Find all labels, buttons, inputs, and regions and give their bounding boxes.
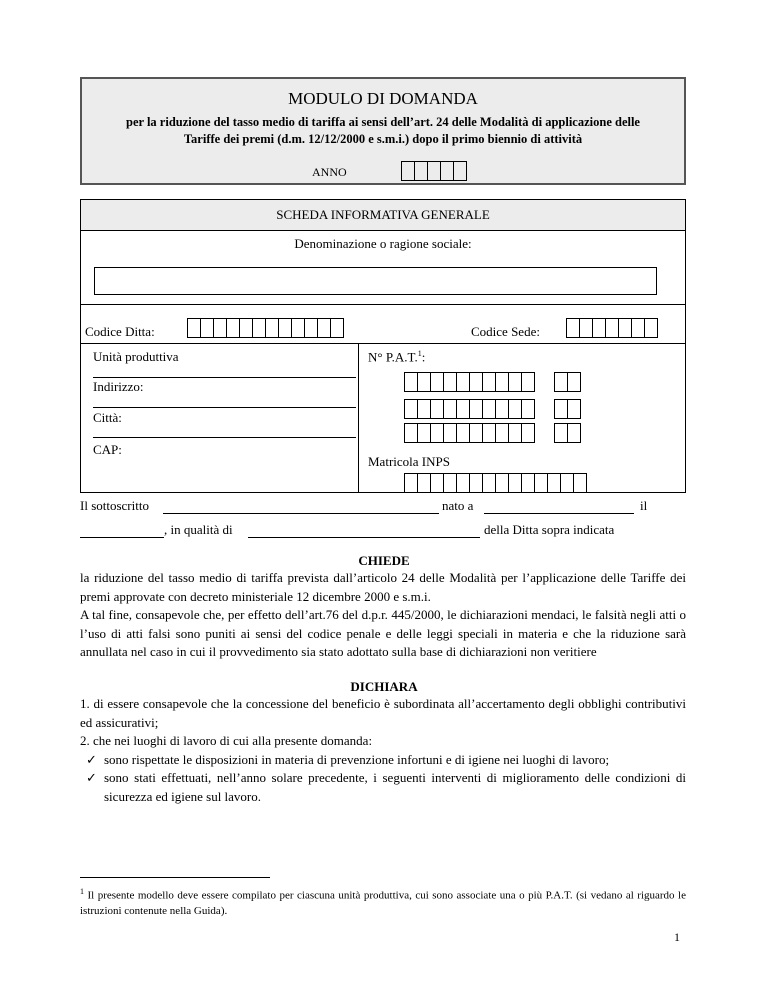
denominazione-label: Denominazione o ragione sociale: (294, 236, 472, 251)
pat-label: N° P.A.T.$^1$: (368, 349, 426, 365)
check-icon: ✓ (86, 751, 97, 767)
indirizzo-input[interactable] (93, 407, 356, 408)
codice-sede-input[interactable] (566, 318, 658, 338)
subtitle-line-1: per la riduzione del tasso medio di tariffa ai sensi dell’art. 24 delle Modalità di applicazione delle (126, 115, 640, 129)
anno-input[interactable] (401, 161, 467, 181)
matricola-label: Matricola INPS (368, 454, 450, 469)
date-input[interactable] (80, 537, 164, 538)
pat-input-2[interactable] (404, 399, 535, 419)
form-title: MODULO DI DOMANDA (288, 89, 478, 108)
footnote-text: Il presente modello deve essere compilato per ciascuna unità produttiva, cui sono associate una o più P.A.T. (si vedano al riguardo le istruzioni contenute nella Guida). (80, 889, 686, 917)
divider (81, 304, 685, 305)
check-icon: ✓ (86, 770, 97, 785)
nato-a-input[interactable] (484, 513, 634, 514)
scheda-informativa (80, 199, 686, 493)
il-label: il (640, 498, 648, 513)
sottoscritto-input[interactable] (163, 513, 439, 514)
ditta-label: della Ditta sopra indicata (484, 522, 615, 537)
denominazione-input[interactable] (94, 267, 657, 295)
footnote-rule (80, 877, 270, 878)
pat-input-3[interactable] (404, 423, 535, 443)
page-number: 1 (674, 930, 680, 944)
dichiara-bullet-1: ✓ sono rispettate le disposizioni in materia di prevenzione infortuni e di igiene nei luoghi di lavoro; (80, 751, 686, 770)
dichiara-bullet-2: ✓ sono stati effettuati, nell’anno solare precedente, i seguenti interventi di miglioramento delle condizioni di sicurezza ed igiene sul lavoro. (80, 769, 686, 806)
pat-check-1[interactable] (554, 372, 581, 392)
anno-label: ANNO (312, 165, 347, 179)
pat-input-1[interactable] (404, 372, 535, 392)
unita-input[interactable] (93, 377, 356, 378)
footnote (80, 884, 686, 919)
chiede-heading: CHIEDE (358, 553, 410, 568)
chiede-paragraph-1: la riduzione del tasso medio di tariffa prevista dall’articolo 24 delle Modalità per l’applicazione delle Tariffe dei premi approvate con decreto ministeriale 12 dicembre 2000 e s.m.i. (80, 570, 686, 604)
codice-ditta-label: Codice Ditta: (85, 324, 155, 339)
codice-ditta-input[interactable] (187, 318, 344, 338)
indirizzo-label: Indirizzo: (93, 379, 144, 394)
divider (81, 343, 685, 344)
codice-sede-label: Codice Sede: (471, 324, 540, 339)
footnote-number: 1 (80, 887, 84, 896)
dichiara-item-2: 2. che nei luoghi di lavoro di cui alla presente domanda: (80, 733, 373, 748)
citta-input[interactable] (93, 437, 356, 438)
unita-label: Unità produttiva (93, 349, 179, 364)
column-divider (358, 343, 359, 493)
chiede-body (80, 569, 686, 662)
pat-check-3[interactable] (554, 423, 581, 443)
matricola-input[interactable] (404, 473, 587, 493)
nato-a-label: nato a (442, 498, 474, 513)
pat-check-2[interactable] (554, 399, 581, 419)
subtitle-line-2: Tariffe dei premi (d.m. 12/12/2000 e s.m.i.) dopo il primo biennio di attività (183, 132, 583, 146)
dichiara-body (80, 695, 686, 806)
sottoscritto-label: Il sottoscritto (80, 498, 149, 513)
qualita-input[interactable] (248, 537, 480, 538)
cap-label: CAP: (93, 442, 122, 457)
dichiara-heading: DICHIARA (350, 679, 418, 694)
qualita-label: , in qualità di (164, 522, 233, 537)
dichiara-item-1: 1. di essere consapevole che la concessione del beneficio è subordinata all’accertamento degli obblighi contributivi ed assicurativi; (80, 696, 686, 730)
scheda-title: SCHEDA INFORMATIVA GENERALE (81, 200, 685, 231)
citta-label: Città: (93, 410, 122, 425)
form-subtitle (82, 114, 684, 148)
chiede-paragraph-2: A tal fine, consapevole che, per effetto dell’art.76 del d.p.r. 445/2000, le dichiarazioni mendaci, le falsità negli atti o l’uso di atti falsi sono puniti ai sensi del codice penale e delle leggi speciali in materia e che la riduzione sarà annullata nel caso in cui il provvedimento sia stato adottato sulla base di dichiarazioni non veritiere (80, 607, 686, 659)
form-header (80, 77, 686, 185)
